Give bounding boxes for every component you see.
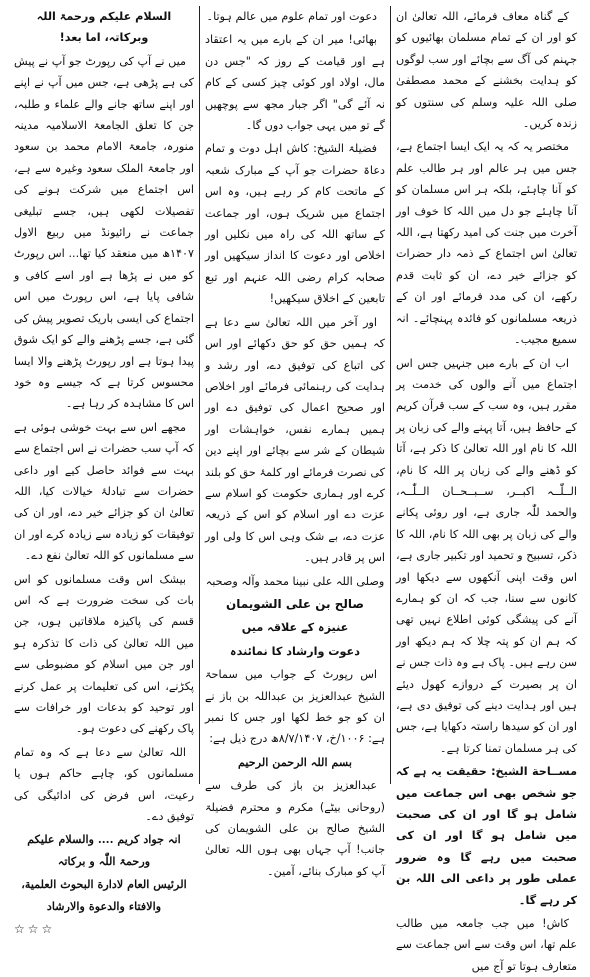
- signature-title: الرئیس العام لادارة البحوث العلمیة، والافتاء والدعوة والارشاد: [21, 877, 187, 913]
- paragraph: دعوت اور تمام علوم میں عالم ہوتا۔: [206, 10, 377, 23]
- column-middle: [200, 6, 391, 878]
- paragraph-heading: مســاحة الشیخ: حقیقت یہ ہے کہ جو شخص بھی اس جماعت میں شامل ہو گا اور ان کی صحبت میں شامل ہو گا اور ان کی صحبت میں رہے گا وہ ضرور عملی طور پر داعی الی اللہ بن کر رہے گا۔: [396, 765, 577, 907]
- stars-divider: ☆☆☆: [14, 922, 56, 937]
- greeting: السلام علیکم ورحمۃ اللہ وبرکاتہ، اما بعد!: [36, 10, 172, 45]
- salutation: وصلی اللہ علی نبینا محمد وآلہ وصحبہ: [205, 574, 385, 588]
- paragraph: فضیلۃ الشیخ: کاش اہل دوت و تمام دعاۃ حضرات جو آپ کے مبارک شعبہ کے ماتحت کام کر رہے ہیں، وہ اس اجتماع میں شریک ہوں، اور جماعت کے ساتھ اللہ کی راہ میں نکلیں اور اخلاص اور دعوت کا انداز سیکھیں اور صحابہ کرام رضی اللہ عنہم اور تبع تابعین کے اخلاق سیکھیں!: [205, 142, 385, 306]
- paragraph: کے گناہ معاف فرمائے، اللہ تعالیٰ ان کو اور ان کے تمام مسلمان بھائیوں کو جہنم کی آگ سے بچائے اور سب لوگوں کو ہدایت بخشنے کے محمد مصطفیٰ صلی اللہ علیہ وسلم کی سنتوں کو زندہ کریں۔: [396, 10, 577, 131]
- paragraph: اور آخر میں اللہ تعالیٰ سے دعا ہے کہ ہمیں حق کو حق دکھائے اور اس کی اتباع کی توفیق دے، اور رشد و ہدایت کی رہنمائی فرمائے اور اخلاص اور صحیح اعمال کی توفیق دے اور ہمیں ہمارے نفس، خواہشات اور شیطان کے شر سے بچائے اور اپنے دین کی نصرت فرمائے اور کلمۂ حق کو بلند کرے اور ہماری حکومت کو اسلام سے عزت دے اور اسلام کو اس کے ذریعہ عزت دے، بے شک وہی اس کا ولی اور اس پر قادر ہیں۔: [205, 315, 385, 565]
- paragraph: کاش! میں جب جامعہ میں طالب علم تھا، اس وقت سے اس جماعت سے متعارف ہوتا تو آج میں: [396, 917, 577, 973]
- paragraph: مختصر یہ کہ یہ ایک ایسا اجتماع ہے، جس میں ہر عالم اور ہر طالب علم کو آنا چاہئے، بلکہ ہر اس مسلمان کو آنا چاہئے جو دل میں اللہ کا خوف اور آخرت میں جنت کی امید رکھتا ہے، اللہ تعالیٰ اس اجتماع کے ذمہ دار حضرات کو جزائے خیر دے، ان کو ثابت قدم رکھے، ان کی مدد فرمائے اور ان کے ذریعہ مسلمانوں کو فائدہ پہنچائے۔ انہ سمیع مجیب۔: [396, 140, 577, 347]
- column-right: [391, 6, 582, 973]
- paragraph: میں نے آپ کی رپورٹ جو آپ نے پیش کی ہے پڑھی ہے، جس میں آپ نے اپنے اور اپنے ساتھ جانے والے علماء و طلبہ، جن کا تعلق الجامعۃ الاسلامیہ مدینہ منورہ، جامعۃ الامام محمد بن سعود اور جامعۃ الملک سعود وغیرہ سے ہے، اس اجتماع میں شرکت ہونے کی تفصیلات لکھی ہیں، جسے تبلیغی جماعت نے رائیونڈ میں ربیع الاول ۱۴۰۷ھ میں منعقد کیا تھا... اس رپورٹ کو میں نے پڑھا ہے اور اسے کافی و شافی پایا ہے، اس رپورٹ میں اس اجتماع کی ایسی باریک تصویر پیش کی گئی ہے، جسے پڑھنے والے کو ایک شوق پیدا ہوتا ہے اور رپورٹ پڑھنے والا ایسا محسوس کرتا ہے کہ جیسے وہ خود اس کا مشاہدہ کر رہا ہے۔: [14, 54, 194, 411]
- paragraph: بھائی! میر ان کے بارے میں یہ اعتقاد ہے اور قیامت کے روز کہ "جس دن مال، اولاد اور کوئی چیز کسی کے کام نہ آئے گی" اگر جبار مجھ سے پوچھیں گے تو میں یہی جواب دوں گا۔: [205, 33, 385, 133]
- paragraph: مجھے اس سے بہت خوشی ہوئی ہے کہ آپ سب حضرات نے اس اجتماع سے بہت سے فوائد حاصل کیے اور داعی حضرات سے تبادلۂ خیالات کیا، اللہ تعالیٰ ان کو جزائے خیر دے، اور ان کی توفیقات کو زیادہ سے زیادہ کرے اور ان سے مسلمانوں کو اللہ تعالیٰ نفع دے۔: [14, 420, 194, 563]
- signature-line: دعوت وارشاد کا نمائندہ: [230, 644, 360, 658]
- signature-line: عنیزہ کے علاقہ میں: [241, 621, 349, 635]
- text-columns: [8, 6, 582, 973]
- paragraph: عبدالعزیز بن باز کی طرف سے (روحانی بیٹے) مکرم و محترم فضیلۃ الشیخ صالح بن علی الشویمان کی جانب! آپ جہاں بھی ہوں اللہ تعالیٰ آپ کو مبارک بنائے، آمین۔: [205, 779, 385, 878]
- signature-name: صالح بن علی الشویمان: [226, 596, 364, 611]
- paragraph: اب ان کے بارے میں جنہیں جس اس اجتماع میں آنے والوں کی خدمت پر مقرر ہیں، وہ سب کے سب قرآن کریم کے حافظ ہیں، آتا پہنے والے کی زبان پر اللہ کا نام اور اللہ تعالیٰ کا ذکر ہے، آتا کو ڈھنے والے کی زبان پر اللہ کا نام، الــلّٰــہ اکبــر، ســبــحــان الــلّٰــہ، والحمد للّٰہ جاری ہے، اور روئی پکانے والے کی زبان پر بھی اللہ کا نام، اللہ کا ذکر، تسبیح و تحمید اور تکبیر جاری ہے، اس وقت اپنی آنکھوں سے دیکھا اور کانوں سے سنا، جب کہ ان کو ہمارے آنے کی پیشگی کوئی اطلاع نہیں تھی کہ ہم ان کو پتہ چلا کہ ہم دیکھ اور سن رہے ہیں۔ پاک ہے وہ ذات جس نے ان پر بصیرت کے دروازے کھول دیئے ہیں اور ہدایت دینے کی توفیق دی ہے، اور ان کو سیدھا راستہ دکھایا ہے، جس کی ہر مسلمان تمنا کرتا ہے۔: [396, 356, 577, 755]
- paragraph: اللہ تعالیٰ سے دعا ہے کہ وہ تمام مسلمانوں کو، چاہے حاکم ہوں یا رعیت، اس فرض کی ادائیگی کی توفیق دے۔: [14, 745, 194, 824]
- basmala: بسم اللہ الرحمن الرحیم: [237, 754, 353, 769]
- closing: انہ جواد کریم .... والسلام علیکم ورحمۃ اللّٰہ و برکاتہ: [27, 832, 181, 868]
- paragraph: اس رپورٹ کے جواب میں سماحۃ الشیخ عبدالعزیز بن عبداللہ بن باز نے ان کو جو خط لکھا اور جس کا نمبر ہے: ۱۰۰۶/خ، ۸/۷/۱۴۰۷ھ درج ذیل ہے:: [205, 668, 385, 746]
- column-left: [9, 6, 200, 937]
- paragraph: بیشک اس وقت مسلمانوں کو اس بات کی سخت ضرورت ہے کہ اس قسم کی پاکیزہ ملاقاتیں ہوں، جن میں اللہ تعالیٰ کی ذات کا تذکرہ ہو اور جن میں اسلام کو مضبوطی سے پکڑنے، اس کی تعلیمات پر عمل کرنے اور توحید کو بدعات اور خرافات سے پاک رکھنے کی دعوت ہو۔: [14, 572, 194, 736]
